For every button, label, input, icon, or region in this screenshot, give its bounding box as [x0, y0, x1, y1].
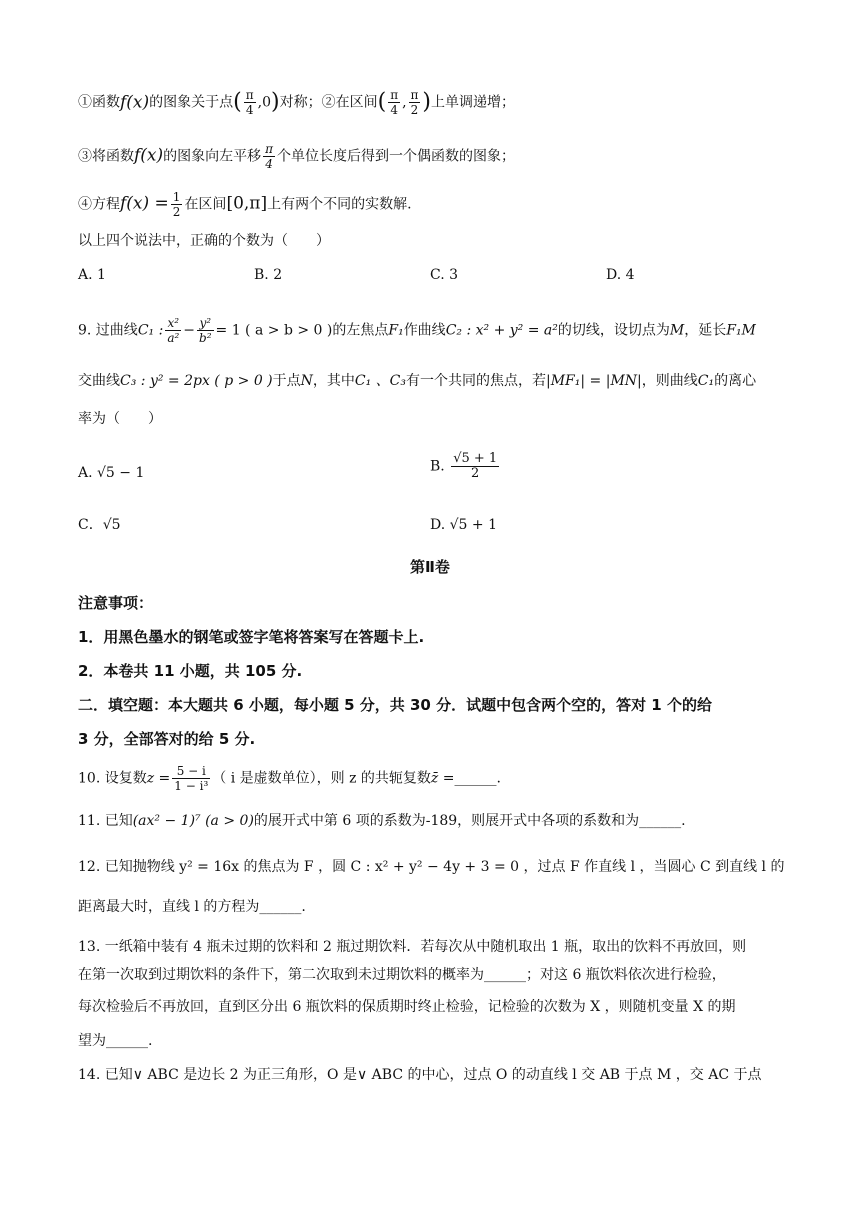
- q9-line-3: 率为（ ）: [78, 411, 162, 427]
- text: ，则曲线: [641, 373, 698, 389]
- text: 的图象关于点: [149, 94, 234, 111]
- text: 作曲线: [403, 322, 446, 339]
- text: 9. 过曲线: [78, 322, 138, 339]
- fraction: $\frac{\text{x²}}{\text{a²}}$: [167, 316, 180, 345]
- text: ④方程: [78, 196, 120, 213]
- math: z̄ =: [430, 770, 455, 787]
- math: M: [669, 322, 685, 339]
- text: 个单位长度后得到一个偶函数的图象；: [277, 148, 516, 165]
- paren: ): [422, 89, 432, 115]
- q8-item-3: [78, 142, 782, 171]
- math: f(x): [120, 92, 150, 113]
- q12-line-1: 12. 已知抛物线 y² = 16x 的焦点为 F ，圆 C : x² + y² − 4y + 3 = 0 ，过点 F 作直线 l ，当圆心 C 到直线 l 的: [78, 859, 785, 875]
- fraction: $\frac{\pi}{2}$: [410, 88, 419, 117]
- fraction: $\frac{√5 + 1}{2}$: [453, 451, 498, 481]
- math: (ax² − 1)⁷ (a > 0): [132, 813, 254, 829]
- math: |MF₁| = |MN|: [546, 373, 642, 389]
- math: C₁: [697, 373, 715, 389]
- text: 的切线，设切点为: [557, 322, 670, 339]
- text: 11. 已知: [78, 813, 133, 829]
- q14-line-1: 14. 已知∨ ABC 是边长 2 为正三角形，O 是∨ ABC 的中心，过点 O 的动直线 l 交 AB 于点 M ，交 AC 于点: [78, 1067, 762, 1083]
- math: [0,π]: [226, 193, 268, 214]
- text: ，延长: [684, 322, 727, 339]
- fraction: $\frac{1}{2}$: [172, 190, 181, 219]
- q9-line-1: 9. 过曲线C₁ : $\frac{\text{x²}}{\text{a²}}$ − $\frac{\text{y²}}{\text{b²}}$ = 1 ( a > b > 0 )的左焦点F₁作曲线C₂ : x² + y² = a²的切线，设切点为M，延长F₁M: [78, 316, 756, 345]
- text: 于点: [272, 373, 301, 389]
- math: f(x) =: [120, 193, 169, 214]
- fraction: $\frac{\pi}{4}$: [390, 88, 399, 117]
- math: C₁ 、C₃: [354, 373, 406, 389]
- math: F₁M: [726, 322, 756, 339]
- text: = 1 ( a > b > 0 )的左焦点: [215, 322, 389, 339]
- notice-2: 2．本卷共 11 小题，共 105 分.: [78, 662, 303, 680]
- text: （ i 是虚数单位），则 z 的共轭复数: [212, 770, 431, 787]
- q8-item-4: [78, 190, 782, 219]
- q9-option-d: D. √5 + 1: [430, 517, 497, 533]
- notice-title: 注意事项：: [78, 594, 154, 612]
- q10: [78, 764, 782, 793]
- paren: (: [233, 89, 242, 115]
- label: B.: [430, 458, 445, 475]
- q8-stem: 以上四个说法中，正确的个数为（ ）: [78, 233, 330, 249]
- text: ，其中: [312, 373, 355, 389]
- notice-1: 1．用黑色墨水的钢笔或签字笔将答案写在答题卡上.: [78, 628, 425, 646]
- q9-option-c: C．√5: [78, 517, 121, 533]
- blank: ______.: [639, 813, 686, 829]
- text: 的图象向左平移: [163, 148, 262, 165]
- text: 上单调递增；: [431, 94, 516, 111]
- fraction: $\frac{\text{y²}}{\text{b²}}$: [199, 316, 212, 345]
- q13-line-1: 13. 一纸箱中装有 4 瓶未过期的饮料和 2 瓶过期饮料．若每次从中随机取出 1 瓶，取出的饮料不再放回，则: [78, 939, 747, 955]
- q8-option-d: D. 4: [606, 267, 635, 283]
- fraction: $\frac{5 - i}{\text{1 − i³}}$: [174, 764, 209, 793]
- math: z =: [146, 770, 171, 787]
- math: f(x): [134, 145, 164, 166]
- text: 对称；②在区间: [279, 94, 378, 111]
- math: C₂ : x² + y² = a²: [445, 322, 558, 339]
- paren: ): [271, 89, 280, 115]
- text: 10. 设复数: [78, 770, 147, 787]
- q13-line-3: 每次检验后不再放回，直到区分出 6 瓶饮料的保质期时终止检验，记检验的次数为 X ，则随机变量 X 的期: [78, 999, 736, 1015]
- text: 上有两个不同的实数解.: [267, 196, 412, 213]
- math: C₃ : y² = 2px ( p > 0 ): [120, 373, 273, 389]
- math: F₁: [388, 322, 404, 339]
- q8-option-c: C. 3: [430, 267, 459, 283]
- section-title: 第Ⅱ卷: [410, 558, 450, 576]
- q9-line-2: [78, 370, 782, 392]
- q12-line-2: 距离最大时，直线 l 的方程为______.: [78, 899, 306, 915]
- part2-line-2: 3 分，全部答对的给 5 分.: [78, 730, 256, 748]
- math: C₁ :: [137, 322, 164, 339]
- text: ①函数: [78, 94, 120, 111]
- q8-item-1-2: ①函数f(x)的图象关于点( $\frac{\pi}{4}$ ,0)对称；②在区间( $\frac{\pi}{4}$ , $\frac{\pi}{2}$ )上单调递增；: [78, 88, 516, 117]
- blank: ______.: [454, 770, 501, 787]
- q13-line-4: 望为______.: [78, 1033, 153, 1049]
- text: 的离心: [714, 373, 757, 389]
- text: ,0: [257, 94, 271, 111]
- text: 有一个共同的焦点，若: [406, 373, 546, 389]
- q11: [78, 810, 782, 832]
- fraction: $\frac{\pi}{4}$: [265, 142, 274, 171]
- text: 交曲线: [78, 373, 120, 389]
- math: N: [300, 373, 313, 389]
- fraction: $\frac{\pi}{4}$: [245, 88, 254, 117]
- text: 的展开式中第 6 项的系数为-189，则展开式中各项的系数和为: [253, 813, 640, 829]
- part2-line-1: 二．填空题：本大题共 6 小题，每小题 5 分，共 30 分．试题中包含两个空的，答对 1 个的给: [78, 696, 712, 714]
- q8-option-b: B. 2: [254, 267, 283, 283]
- q9-option-a: A. √5 − 1: [78, 465, 145, 481]
- text: 在区间: [184, 196, 227, 213]
- q13-line-2: 在第一次取到过期饮料的条件下，第二次取到未过期饮料的概率为______；对这 6 瓶饮料依次进行检验，: [78, 967, 726, 983]
- text: ③将函数: [78, 148, 134, 165]
- q9-option-b: [430, 452, 501, 481]
- paren: (: [377, 89, 387, 115]
- q8-option-a: A. 1: [78, 267, 106, 283]
